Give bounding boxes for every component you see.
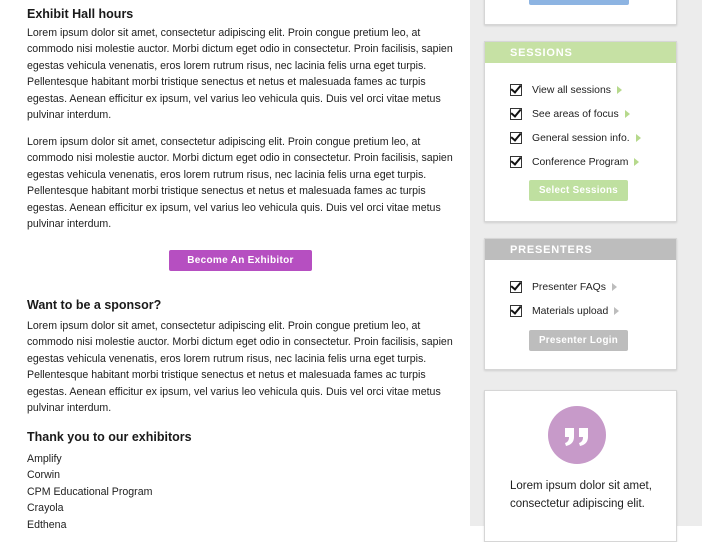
checkbox-icon	[510, 281, 522, 293]
arrow-right-icon	[625, 110, 630, 118]
checkbox-icon	[510, 108, 522, 120]
sponsor-heading: Want to be a sponsor?	[27, 298, 162, 312]
checkbox-icon	[510, 305, 522, 317]
sponsor-paragraph: Lorem ipsum dolor sit amet, consectetur adipiscing elit. Proin congue pretium leo, at commodo nisi molestie auctor. Morbi dictum eget odio in consectetur. Proin facilisis, sapien egestas vehicula venenatis, eros lorem rutrum risus, nec lacinia felis urna eget turpis. Pellentesque habitant morbi tristique senectus et netus et malesuada fames ac turpis egestas. Aenean efficitur ex ipsum, vel varius leo vehicula quis. Duis vel orci vitae metus pulvinar interdum.	[27, 320, 453, 415]
checkbox-icon	[510, 156, 522, 168]
link-label: General session info.	[532, 132, 630, 144]
link-label: View all sessions	[532, 84, 611, 96]
become-exhibitor-button[interactable]: Become An Exhibitor	[169, 250, 312, 271]
sessions-links	[510, 78, 641, 174]
quote-icon	[548, 406, 606, 464]
checkbox-icon	[510, 132, 522, 144]
sidebar-item-view-all-sessions[interactable]	[510, 78, 641, 102]
link-label: Presenter FAQs	[532, 281, 606, 293]
exhibitors-heading: Thank you to our exhibitors	[27, 430, 192, 444]
sidebar-item-presenter-faqs[interactable]	[510, 275, 619, 299]
arrow-right-icon	[636, 134, 641, 142]
presenter-login-button[interactable]: Presenter Login	[529, 330, 628, 351]
exhibitor-list	[27, 451, 152, 533]
sidebar-item-general-session-info[interactable]	[510, 126, 641, 150]
list-item: Crayola	[27, 502, 64, 515]
list-item: Corwin	[27, 469, 60, 482]
link-label: Materials upload	[532, 305, 609, 317]
link-label: Conference Program	[532, 156, 629, 168]
checkbox-icon	[510, 84, 522, 96]
sidebar-item-materials-upload[interactable]	[510, 299, 619, 323]
list-item: Amplify	[27, 453, 62, 465]
presenters-header: PRESENTERS	[485, 239, 676, 260]
link-label: See areas of focus	[532, 108, 619, 120]
arrow-right-icon	[612, 283, 617, 291]
sessions-card	[484, 41, 677, 222]
exhibit-paragraph-2: Lorem ipsum dolor sit amet, consectetur adipiscing elit. Proin congue pretium leo, at commodo nisi molestie auctor. Morbi dictum eget odio in consectetur. Proin facilisis, sapien egestas vehicula venenatis, eros lorem rutrum risus, nec lacinia felis urna eget turpis. Pellentesque habitant morbi tristique senectus et netus et malesuada fames ac turpis egestas. Aenean efficitur ex ipsum, vel varius leo vehicula quis. Duis vel orci vitae metus pulvinar interdum.	[27, 136, 453, 231]
top-card	[484, 0, 677, 25]
top-card-button[interactable]	[529, 0, 629, 5]
exhibit-paragraph-1: Lorem ipsum dolor sit amet, consectetur adipiscing elit. Proin congue pretium leo, at commodo nisi molestie auctor. Morbi dictum eget odio in consectetur. Proin facilisis, sapien egestas vehicula venenatis, eros lorem rutrum risus, nec lacinia felis urna eget turpis. Pellentesque habitant morbi tristique senectus et netus et malesuada fames ac turpis egestas. Aenean efficitur ex ipsum, vel varius leo vehicula quis. Duis vel orci vitae metus pulvinar interdum.	[27, 27, 453, 122]
presenters-links	[510, 275, 619, 323]
sessions-header: SESSIONS	[485, 42, 676, 63]
arrow-right-icon	[634, 158, 639, 166]
arrow-right-icon	[614, 307, 619, 315]
select-sessions-button[interactable]: Select Sessions	[529, 180, 628, 201]
list-item: CPM Educational Program	[27, 485, 153, 498]
presenters-card	[484, 238, 677, 370]
testimonial-text: Lorem ipsum dolor sit amet, consectetur adipiscing elit.	[510, 480, 652, 510]
sidebar-item-conference-program[interactable]	[510, 150, 641, 174]
exhibit-hall-heading: Exhibit Hall hours	[27, 7, 134, 21]
sidebar-item-areas-of-focus[interactable]	[510, 102, 641, 126]
testimonial-card	[484, 390, 677, 542]
arrow-right-icon	[617, 86, 622, 94]
list-item: Edthena	[27, 518, 67, 531]
